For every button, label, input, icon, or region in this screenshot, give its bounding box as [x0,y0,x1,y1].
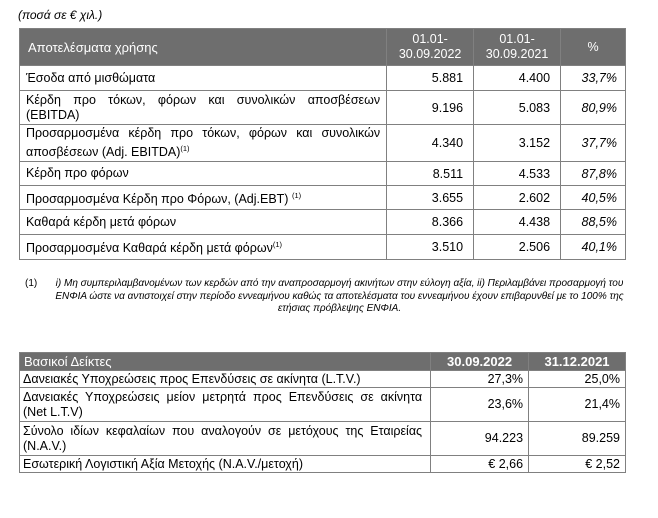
results-header-2022 [387,29,474,66]
indicator-label: Δανειακές Υποχρεώσεις μείον μετρητά προς Επενδύσεις σε ακίνητα (Net L.T.V) [20,388,431,422]
table-row [20,66,626,91]
row-value-2022: 8.366 [387,210,474,235]
row-value-2022: 4.340 [387,125,474,162]
table-row [20,186,626,210]
row-value-2022: 5.881 [387,66,474,91]
row-pct-change: 40,1% [561,235,626,260]
indicator-label: Δανειακές Υποχρεώσεις προς Επενδύσεις σε ακίνητα (L.T.V.) [20,371,431,388]
row-value-2022: 3.655 [387,186,474,210]
row-label [20,186,387,210]
results-header-2022-line1: 01.01- [412,32,448,46]
results-header-label: Αποτελέσματα χρήσης [20,29,387,66]
indicator-value-2022: 27,3% [431,371,529,388]
results-header-2021 [474,29,561,66]
footnote-text: i) Μη συμπεριλαμβανομένων των κερδών από την αναπροσαρμογή ακινήτων στην εύλογη αξία, ii) Περιλαμβάνει προσαρμογή του ΕΝΦΙΑ ώστε να αντιστοιχεί στην περίοδο εννεαμήνου καθώς τα αποτελέσματα του εννεαμήνου έχουν επιβαρυνθεί με το 100% της ετήσιας πρόβλεψης ΕΝΦΙΑ. [55,278,624,314]
results-header-2021-line1: 01.01- [499,32,535,46]
indicator-value-2021: € 2,52 [529,456,626,473]
indicator-label: Εσωτερική Λογιστική Αξία Μετοχής (N.A.V./μετοχή) [20,456,431,473]
table-row [20,388,626,422]
footnote-ref: (1) [180,143,190,153]
table-row [20,371,626,388]
table-row [20,91,626,125]
footnote-marker: (1) [25,278,38,289]
row-label [20,66,387,91]
indicators-header-label: Βασικοί Δείκτες [20,353,431,371]
row-label-text: Καθαρά κέρδη μετά φόρων [26,214,177,229]
results-header-2021-line2: 30.09.2021 [485,47,549,61]
results-header-2022-line2: 30.09.2022 [398,47,462,61]
indicator-value-2022: 23,6% [431,388,529,422]
row-value-2021: 2.602 [474,186,561,210]
row-pct-change: 80,9% [561,91,626,125]
row-pct-change: 33,7% [561,66,626,91]
row-pct-change: 88,5% [561,210,626,235]
row-label-text: Προσαρμοσμένα Κέρδη προ Φόρων, (Adj.EBT) [26,192,289,207]
row-label [20,91,387,125]
row-label [20,210,387,235]
footnote-ref: (1) [272,240,283,250]
indicators-header-2022: 30.09.2022 [431,353,529,371]
row-pct-change: 37,7% [561,125,626,162]
row-value-2021: 4.400 [474,66,561,91]
results-table [19,28,626,260]
footnote-ref: (1) [291,190,302,200]
indicators-header-2021: 31.12.2021 [529,353,626,371]
row-pct-change: 87,8% [561,162,626,186]
row-label-text: Προσαρμοσμένα Καθαρά κέρδη μετά φόρων [26,241,273,256]
row-label-text: Κέρδη προ φόρων [26,166,129,180]
table-row [20,125,626,162]
row-label [20,235,387,260]
row-value-2021: 4.438 [474,210,561,235]
indicator-value-2021: 21,4% [529,388,626,422]
indicator-value-2022: 94.223 [431,422,529,456]
row-value-2021: 2.506 [474,235,561,260]
row-value-2022: 8.511 [387,162,474,186]
row-pct-change: 40,5% [561,186,626,210]
results-header-row [20,29,626,66]
row-label-text: Έσοδα από μισθώματα [26,70,156,85]
indicators-header-row [20,353,626,371]
results-header-pct: % [561,29,626,66]
row-label [20,162,387,186]
row-label [20,125,387,162]
table-row [20,162,626,186]
indicator-value-2021: 25,0% [529,371,626,388]
indicator-value-2022: € 2,66 [431,456,529,473]
footnote [25,278,625,316]
row-label-text: Προσαρμοσμένα κέρδη προ τόκων, φόρων και συνολικών αποσβέσεων (Adj. EBITDA) [26,125,381,160]
amounts-caption: (ποσά σε € χιλ.) [18,8,103,22]
table-row [20,235,626,260]
indicator-value-2021: 89.259 [529,422,626,456]
row-value-2021: 3.152 [474,125,561,162]
row-value-2022: 3.510 [387,235,474,260]
table-row [20,456,626,473]
row-label-text: Κέρδη προ τόκων, φόρων και συνολικών αποσβέσεων (EBITDA) [26,92,381,122]
table-row [20,210,626,235]
row-value-2021: 4.533 [474,162,561,186]
indicator-label: Σύνολο ιδίων κεφαλαίων που αναλογούν σε μετόχους της Εταιρείας (N.A.V.) [20,422,431,456]
row-value-2022: 9.196 [387,91,474,125]
table-row [20,422,626,456]
row-value-2021: 5.083 [474,91,561,125]
indicators-table [19,352,626,473]
